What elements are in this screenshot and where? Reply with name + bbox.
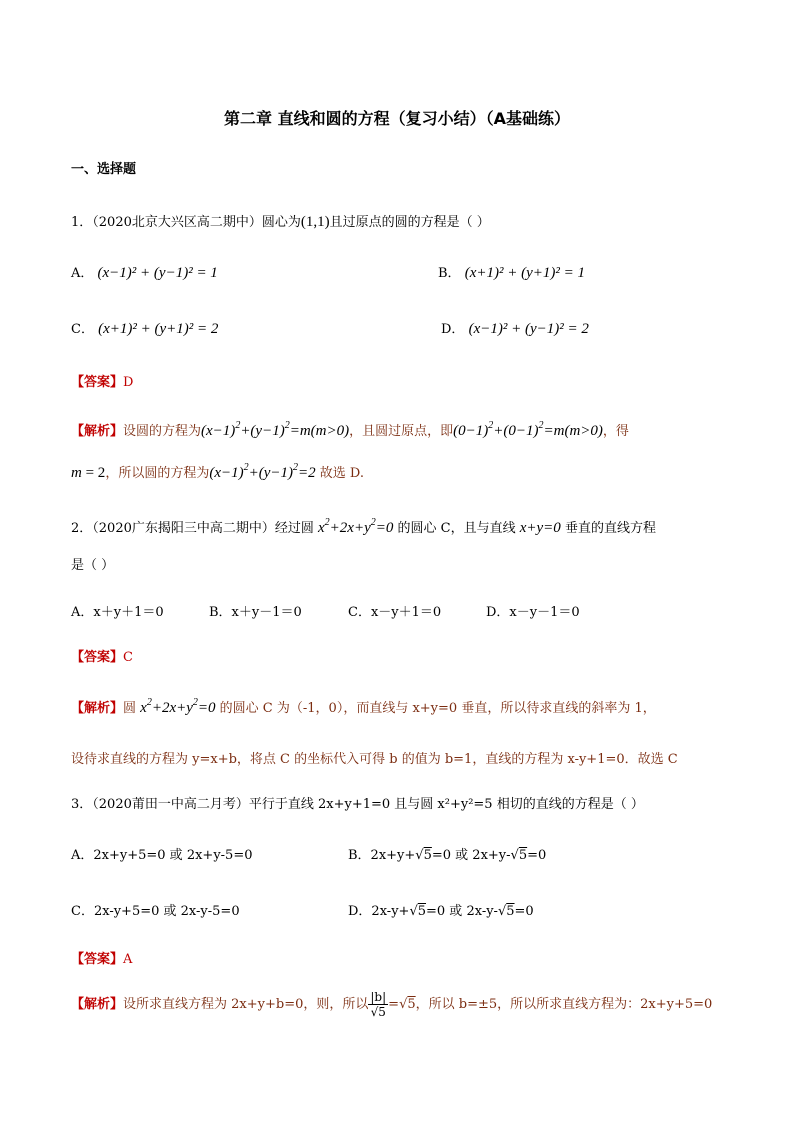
question-2-analysis-line2: 设待求直线的方程为 y=x+b，将点 C 的坐标代入可得 b 的值为 b=1，直线的方程为 x-y+1=0．故选 C [71, 752, 678, 767]
question-2-option-a: A．x＋y＋1＝0 [71, 605, 164, 620]
question-1-analysis-line1: 【解析】设圆的方程为$(x-1)^2+(y-1)^2=m(m>0)$，且圆过原点，即$(0-1)^2+(0-1)^2=m(m>0)$，得 [71, 420, 629, 439]
question-2-option-b: B．x＋y－1＝0 [209, 605, 302, 620]
question-2-answer: 【答案】C [71, 650, 133, 665]
question-1-analysis-line2: m = 2，所以圆的方程为$(x-1)^2+(y-1)^2=2$ 故选 D. [71, 462, 365, 481]
question-2-option-c: C．x－y＋1＝0 [348, 605, 442, 620]
question-2-stem: 2．（2020广东揭阳三中高二期中）经过圆 $x^2+2x+y^2=0$ 的圆心 C，且与直线 x+y=0 垂直的直线方程 [71, 517, 656, 536]
question-2-stem-line2: 是（ ） [71, 558, 115, 573]
question-3-stem: 3．（2020莆田一中高二月考）平行于直线 2x+y+1=0 且与圆 x²+y²=5 相切的直线的方程是（ ） [71, 797, 644, 812]
question-1-answer: 【答案】D [71, 375, 134, 390]
question-3-answer: 【答案】A [71, 952, 133, 967]
question-2-analysis-line1: 【解析】圆 $x^2+2x+y^2=0$ 的圆心 C 为（-1，0），而直线与 x+y=0 垂直，所以待求直线的斜率为 1， [71, 697, 656, 716]
question-3-analysis: 【解析】设所求直线方程为 2x+y+b=0，则，所以 $\frac{|b|}{√5}$ =√5，所以 b=±5，所以所求直线方程为：2x+y+5=0 [71, 990, 713, 1019]
question-1-option-b: B． (x+1)² + (y+1)² = 1 [438, 265, 585, 281]
q1-center: (1,1) [300, 214, 330, 230]
question-3-option-c: C．2x-y+5=0 或 2x-y-5=0 [71, 904, 240, 919]
question-3-option-d: D．2x-y+√5=0 或 2x-y-√5=0 [348, 904, 534, 919]
question-1-stem: 1．（2020北京大兴区高二期中）圆心为(1,1)且过原点的圆的方程是（ ） [71, 214, 490, 230]
question-1-option-c: C． (x+1)² + (y+1)² = 2 [71, 321, 219, 337]
question-2-option-d: D．x－y－1＝0 [486, 605, 580, 620]
question-1-option-d: D． (x−1)² + (y−1)² = 2 [441, 321, 589, 337]
question-3-option-b: B．2x+y+√5=0 或 2x+y-√5=0 [348, 848, 547, 863]
question-3-option-a: A．2x+y+5=0 或 2x+y-5=0 [71, 848, 253, 863]
question-1-option-a: A． (x−1)² + (y−1)² = 1 [71, 265, 218, 281]
section-heading: 一、选择题 [71, 162, 137, 177]
page-title: 第二章 直线和圆的方程（复习小结）（A基础练） [224, 109, 570, 128]
fraction: $\frac{|b|}{√5}$ [370, 990, 387, 1019]
